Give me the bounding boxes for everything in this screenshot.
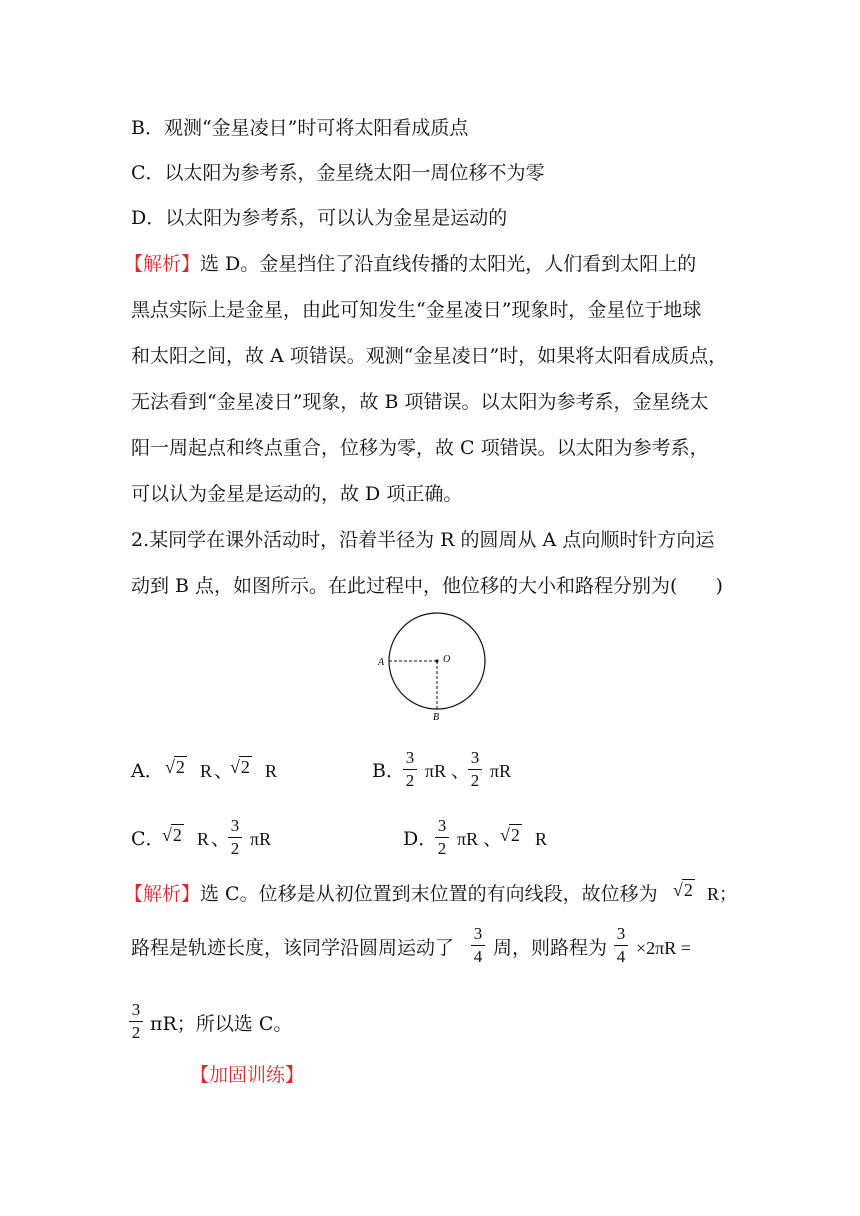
fraction-3-2: 3 2: [435, 816, 449, 859]
r-symbol: R: [200, 761, 213, 781]
sqrt-2: √2: [673, 880, 693, 900]
reinforce-heading: 【加固训练】: [190, 1064, 305, 1086]
r-symbol: R: [265, 761, 278, 781]
separator: 、: [214, 760, 234, 782]
fraction-3-2: 3 2: [129, 1000, 143, 1043]
analysis-1-line-3: 和太阳之间，故 A 项错误。观测“金星凌日”时，如果将太阳看成质点，: [131, 345, 728, 367]
analysis-1-line-6: 可以认为金星是运动的，故 D 项正确。: [131, 483, 463, 505]
analysis-2-line-2b: 周，则路程为: [493, 937, 608, 959]
fraction-3-2: 3 2: [403, 748, 417, 791]
q2-option-b-label: B．: [372, 760, 405, 782]
label-a: A: [378, 657, 385, 668]
circle-figure: [365, 610, 495, 725]
separator: 、: [451, 760, 471, 782]
option-d: D．以太阳为参考系，可以认为金星是运动的: [131, 207, 508, 229]
displacement-unit: R；: [707, 884, 738, 904]
label-o: O: [443, 654, 451, 665]
analysis-1-line-1: [124, 251, 696, 277]
analysis-tag: 【解析】: [124, 883, 201, 905]
q2-option-c-label: C．: [131, 828, 165, 850]
separator: 、: [483, 828, 503, 850]
sqrt-2: √2: [165, 757, 185, 777]
r-symbol: R: [535, 829, 548, 849]
analysis-2-line-2a: 路程是轨迹长度，该同学沿圆周运动了: [131, 937, 455, 959]
pi-r: πR: [457, 829, 479, 849]
pi-r: πR: [490, 761, 512, 781]
path-formula: ×2πR =: [636, 938, 691, 958]
pi-r: πR: [250, 829, 272, 849]
q2-option-a-label: A．: [131, 760, 164, 782]
sqrt-2: √2: [500, 825, 520, 845]
question-2-line-1: 2.某同学在课外活动时，沿着半径为 R 的圆周从 A 点向顺时针方向运: [131, 529, 715, 551]
center-point: [435, 659, 438, 662]
analysis-1-line-5: 阳一周起点和终点重合，位移为零，故 C 项错误。以太阳为参考系，: [131, 437, 709, 459]
analysis-1-line-4: 无法看到“金星凌日”现象，故 B 项错误。以太阳为参考系，金星绕太: [131, 391, 709, 413]
separator: 、: [211, 828, 231, 850]
fraction-3-2: 3 2: [228, 816, 242, 859]
fraction-3-2: 3 2: [468, 748, 482, 791]
analysis-text: 选 C。位移是从初位置到末位置的有向线段，故位移为: [200, 883, 658, 905]
q2-option-d-label: D．: [403, 828, 438, 850]
question-2-line-2: 动到 B 点，如图所示。在此过程中，他位移的大小和路程分别为( ): [131, 575, 723, 597]
r-symbol: R: [197, 829, 210, 849]
sqrt-2: √2: [230, 757, 250, 777]
option-c: C．以太阳为参考系，金星绕太阳一周位移不为零: [131, 162, 545, 184]
analysis-2-line-1: [124, 881, 658, 907]
pi-r: πR: [425, 761, 447, 781]
sqrt-2: √2: [162, 825, 182, 845]
analysis-1-line-2: 黑点实际上是金星，由此可知发生“金星凌日”现象时，金星位于地球: [131, 299, 702, 321]
analysis-2-line-3: πR；所以选 C。: [150, 1013, 293, 1035]
option-b: B．观测“金星凌日”时可将太阳看成质点: [131, 117, 469, 139]
label-b: B: [433, 712, 440, 723]
analysis-text: 选 D。金星挡住了沿直线传播的太阳光，人们看到太阳上的: [200, 253, 697, 275]
fraction-3-4: 3 4: [471, 924, 485, 967]
fraction-3-4: 3 4: [614, 924, 628, 967]
analysis-tag: 【解析】: [124, 253, 201, 275]
